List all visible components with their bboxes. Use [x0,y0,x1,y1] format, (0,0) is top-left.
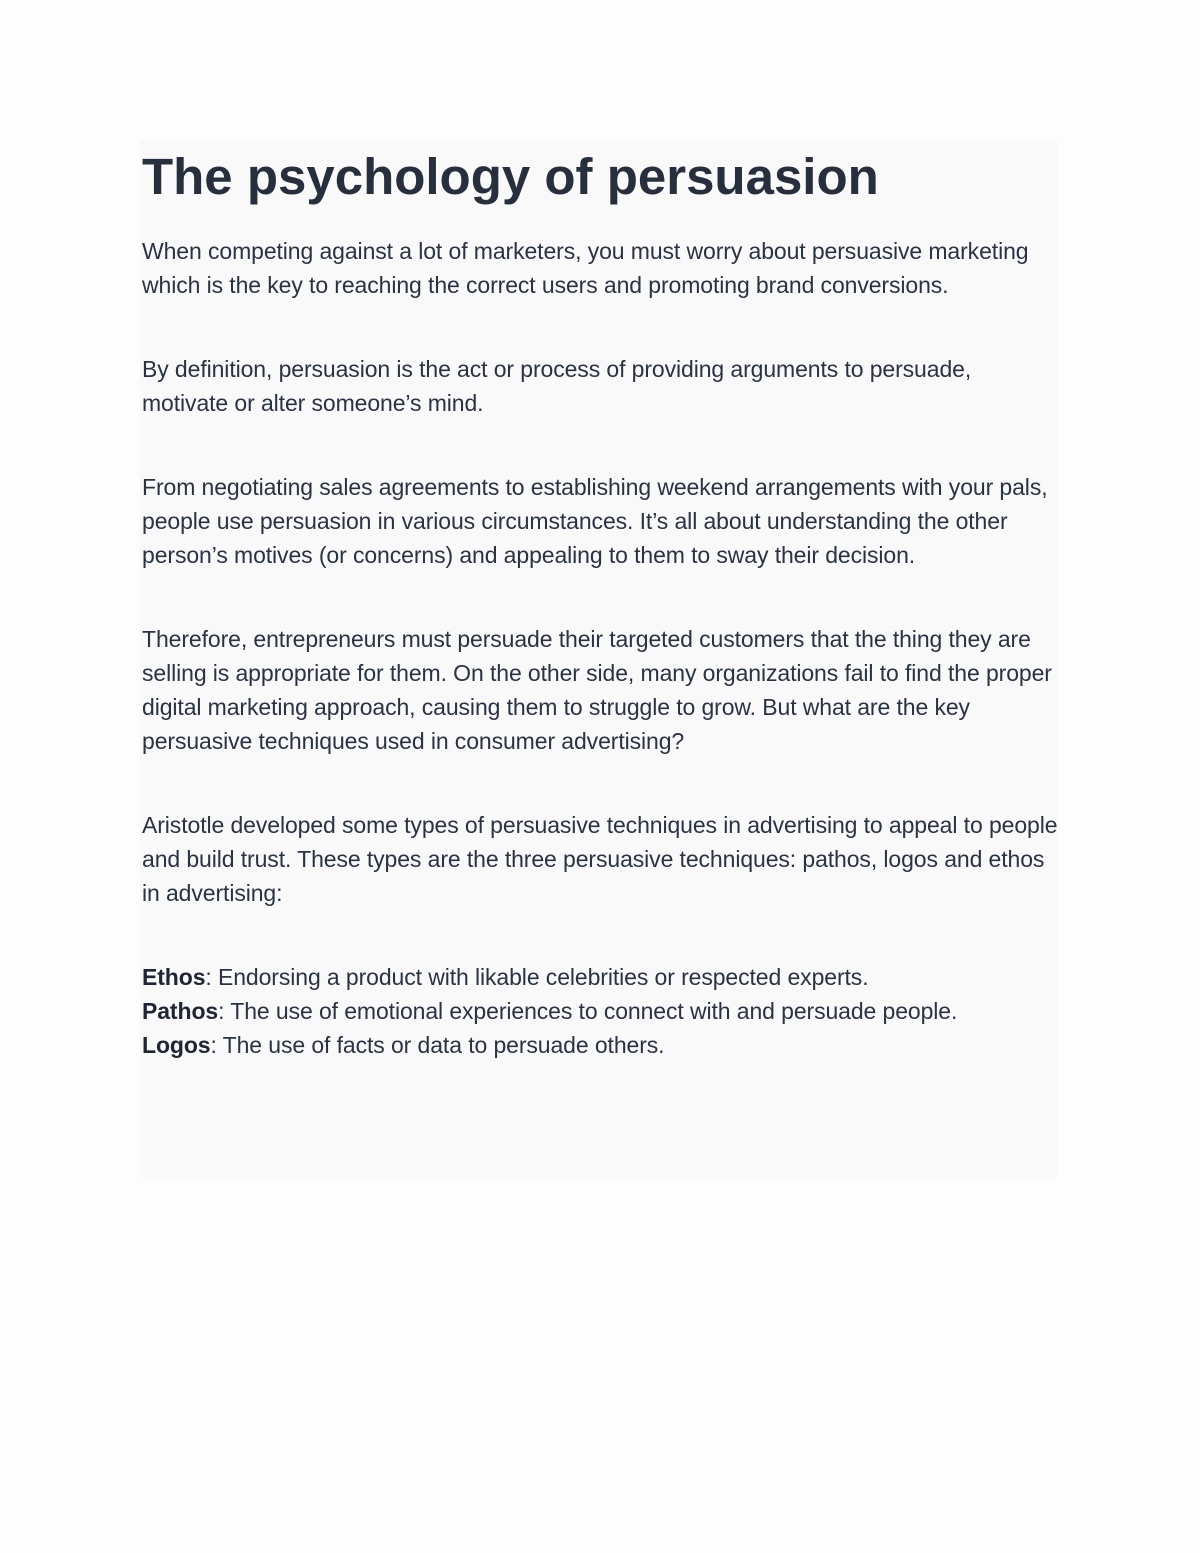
definition-logos-text: : The use of facts or data to persuade others. [210,1032,665,1058]
page-title: The psychology of persuasion [142,148,879,205]
article-body [142,141,1060,1062]
definition-pathos [142,994,1060,1028]
definition-ethos [142,960,1060,994]
term-pathos: Pathos [142,998,219,1024]
term-logos: Logos [142,1032,211,1058]
paragraph-usage: From negotiating sales agreements to establishing weekend arrangements with your pals, people use persuasion in various circumstances. It’s all about understanding the other person’s motives (or concerns) and appealing to them to sway their decision. [142,474,1048,568]
paragraph-entrepreneurs: Therefore, entrepreneurs must persuade their targeted customers that the thing they are selling is appropriate for them. On the other side, many organizations fail to find the proper digital marketing approach, causing them to struggle to grow. But what are the key persuasive techniques used in consumer advertising? [142,626,1052,754]
term-ethos: Ethos [142,964,206,990]
definition-ethos-text: : Endorsing a product with likable celebrities or respected experts. [205,964,869,990]
definition-pathos-text: : The use of emotional experiences to connect with and persuade people. [218,998,958,1024]
paragraph-aristotle: Aristotle developed some types of persuasive techniques in advertising to appeal to people and build trust. These types are the three persuasive techniques: pathos, logos and ethos in advertising: [142,812,1058,906]
article-block [140,141,1058,1177]
paragraph-intro: When competing against a lot of marketers, you must worry about persuasive marketing which is the key to reaching the correct users and promoting brand conversions. [142,238,1029,298]
definition-logos [142,1028,1060,1062]
paragraph-definition: By definition, persuasion is the act or process of providing arguments to persuade, motivate or alter someone’s mind. [142,356,972,416]
definition-list [142,960,1060,1062]
